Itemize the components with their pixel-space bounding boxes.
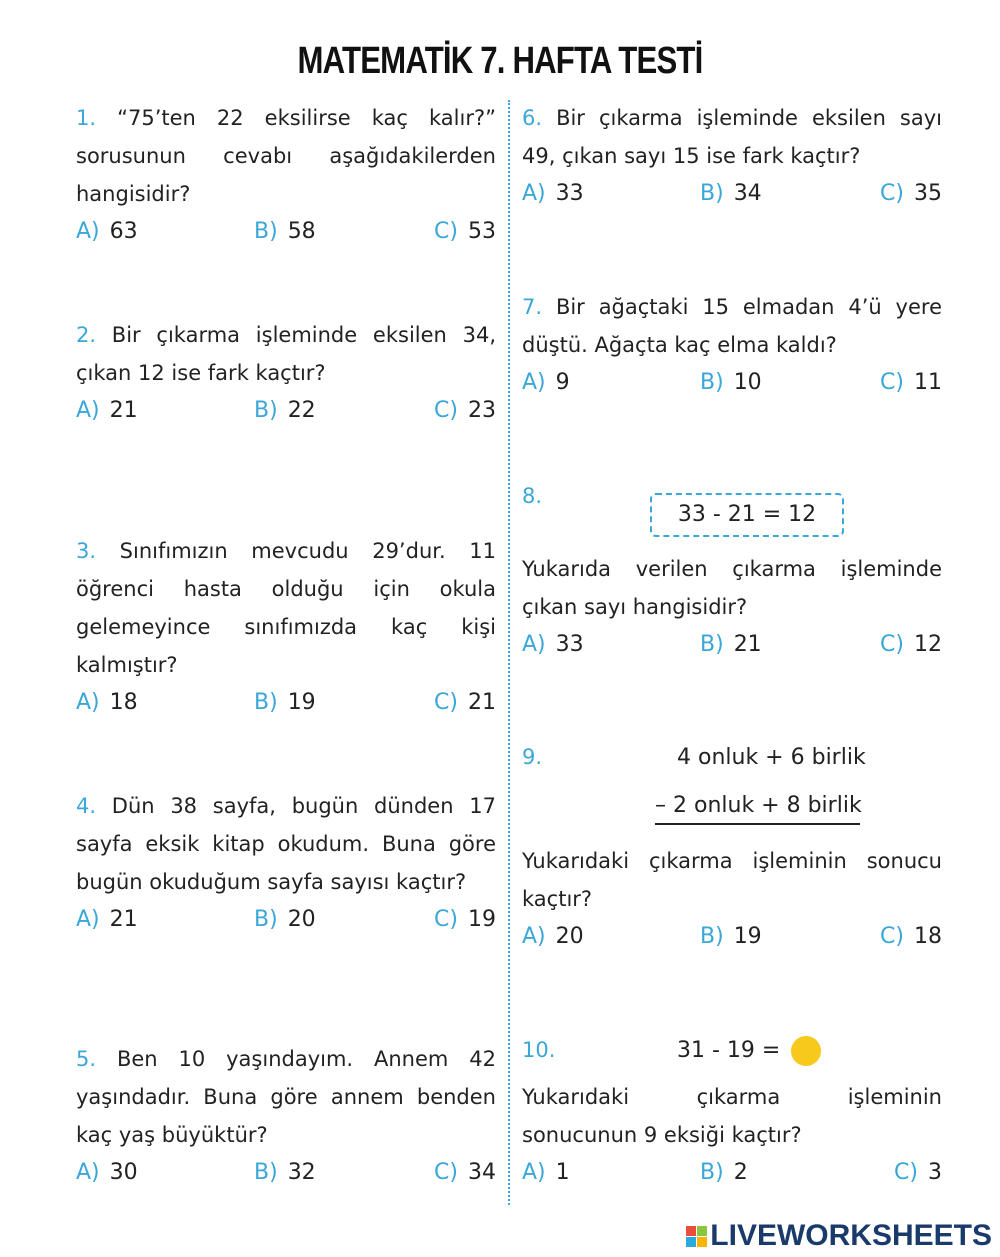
- question-6: [522, 99, 942, 221]
- option-a[interactable]: A) 21: [76, 907, 138, 932]
- option-a[interactable]: A) 20: [522, 924, 584, 949]
- equation-box: 33 - 21 = 12: [650, 493, 844, 537]
- option-b[interactable]: B) 19: [700, 924, 762, 949]
- option-a[interactable]: A) 9: [522, 370, 570, 395]
- question-text: 5. Ben 10 yaşındayım. Annem 42 yaşındadır. Buna göre annem benden kaç yaş büyüktür?: [76, 1047, 496, 1147]
- page-title: MATEMATİK 7. HAFTA TESTİ: [297, 40, 703, 82]
- answer-options: [76, 1160, 496, 1200]
- operation-underline: [655, 823, 860, 825]
- option-b[interactable]: B) 2: [700, 1160, 748, 1185]
- question-9: [522, 842, 942, 964]
- option-b[interactable]: B) 32: [254, 1160, 316, 1185]
- option-b[interactable]: B) 19: [254, 690, 316, 715]
- option-b[interactable]: B) 58: [254, 219, 316, 244]
- answer-options: [522, 924, 942, 964]
- option-a[interactable]: A) 33: [522, 181, 584, 206]
- option-c[interactable]: C) 21: [434, 690, 496, 715]
- question-text: 1. “75’ten 22 eksilirse kaç kalır?” sorusunun cevabı aşağıdakilerden hangisidir?: [76, 106, 496, 206]
- question-1: [76, 99, 496, 259]
- option-b[interactable]: B) 21: [700, 632, 762, 657]
- option-c[interactable]: C) 3: [894, 1160, 942, 1185]
- answer-options: [76, 219, 496, 259]
- answer-options: [522, 1160, 942, 1200]
- question-text: 4. Dün 38 sayfa, bugün dünden 17 sayfa eksik kitap okudum. Buna göre bugün okuduğum sayfa sayısı kaçtır?: [76, 794, 496, 894]
- question-10: [522, 1078, 942, 1200]
- question-9-number: 9.: [522, 745, 543, 769]
- option-a[interactable]: A) 30: [76, 1160, 138, 1185]
- question-3: [76, 532, 496, 730]
- brand-text: LIVEWORKSHEETS: [710, 1219, 992, 1252]
- question-7: [522, 288, 942, 410]
- option-b[interactable]: B) 22: [254, 398, 316, 423]
- answer-options: [522, 632, 942, 672]
- question-text: 3. Sınıfımızın mevcudu 29’dur. 11 öğrenci hasta olduğu için okula gelemeyince sınıfımızda kaç kişi kalmıştır?: [76, 539, 496, 677]
- option-a[interactable]: A) 18: [76, 690, 138, 715]
- operation-line-2: – 2 onluk + 8 birlik: [655, 793, 862, 818]
- option-b[interactable]: B) 20: [254, 907, 316, 932]
- question-text: 2. Bir çıkarma işleminde eksilen 34, çıkan 12 ise fark kaçtır?: [76, 323, 496, 385]
- question-text: Yukarıdaki çıkarma işleminin sonucu kaçtır?: [522, 849, 942, 911]
- brand-logo: [686, 1219, 992, 1253]
- option-b[interactable]: B) 34: [700, 181, 762, 206]
- question-8: [522, 550, 942, 672]
- option-c[interactable]: C) 53: [434, 219, 496, 244]
- option-a[interactable]: A) 33: [522, 632, 584, 657]
- question-8-number: 8.: [522, 484, 543, 508]
- option-c[interactable]: C) 34: [434, 1160, 496, 1185]
- operation-line-1: 4 onluk + 6 birlik: [677, 745, 866, 770]
- equation-line: 31 - 19 =: [677, 1038, 781, 1063]
- option-c[interactable]: C) 12: [880, 632, 942, 657]
- answer-options: [522, 181, 942, 221]
- logo-icon: [686, 1226, 707, 1247]
- question-5: [76, 1040, 496, 1200]
- question-text: Yukarıda verilen çıkarma işleminde çıkan sayı hangisidir?: [522, 557, 942, 619]
- yellow-circle-icon: [791, 1036, 821, 1066]
- answer-options: [522, 370, 942, 410]
- option-c[interactable]: C) 11: [880, 370, 942, 395]
- question-4: [76, 787, 496, 947]
- question-text: 7. Bir ağaçtaki 15 elmadan 4’ü yere düştü. Ağaçta kaç elma kaldı?: [522, 295, 942, 357]
- option-a[interactable]: A) 1: [522, 1160, 570, 1185]
- option-a[interactable]: A) 21: [76, 398, 138, 423]
- answer-options: [76, 398, 496, 438]
- answer-options: [76, 690, 496, 730]
- option-a[interactable]: A) 63: [76, 219, 138, 244]
- option-c[interactable]: C) 35: [880, 181, 942, 206]
- question-10-number: 10.: [522, 1038, 556, 1062]
- question-text: 6. Bir çıkarma işleminde eksilen sayı 49, çıkan sayı 15 ise fark kaçtır?: [522, 106, 942, 168]
- question-text: Yukarıdaki çıkarma işleminin sonucunun 9 eksiği kaçtır?: [522, 1085, 942, 1147]
- answer-options: [76, 907, 496, 947]
- option-b[interactable]: B) 10: [700, 370, 762, 395]
- option-c[interactable]: C) 23: [434, 398, 496, 423]
- option-c[interactable]: C) 18: [880, 924, 942, 949]
- option-c[interactable]: C) 19: [434, 907, 496, 932]
- column-divider: [508, 100, 510, 1205]
- question-2: [76, 316, 496, 438]
